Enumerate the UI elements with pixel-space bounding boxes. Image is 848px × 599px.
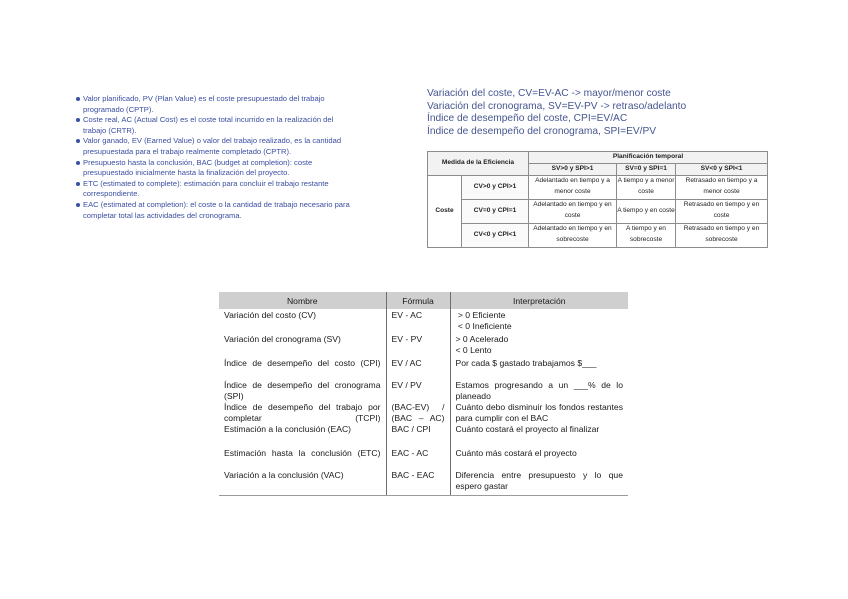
planning-group-header: Planificación temporal [529, 152, 768, 164]
column-header-nombre: Nombre [219, 292, 386, 309]
definition-item: EAC (estimated at completion): el coste o la cantidad de trabajo necesario para completar total las actividades del cronograma. [76, 200, 356, 221]
table-row [219, 469, 628, 495]
indicator-formula: EV / AC [386, 357, 450, 379]
column-header: SV>0 y SPI>1 [529, 163, 617, 175]
indicator-name: Variación del cronograma (SV) [224, 334, 341, 344]
formula-line: Índice de desempeño del cronograma, SPI=EV/PV [427, 125, 657, 137]
indicator-formula: (BAC-EV) / (BAC – AC) [386, 401, 450, 423]
bullet-icon [76, 182, 80, 186]
table-row [219, 423, 628, 447]
row-header: CV=0 y CPI=1 [462, 199, 529, 223]
definition-item: ETC (estimated to complete): estimación para concluir el trabajo restante correspondiente. [76, 179, 356, 200]
indicator-interpretation: Cuánto más costará el proyecto [450, 447, 628, 469]
formula-line: Variación del cronograma, SV=EV-PV -> retraso/adelanto [427, 100, 687, 112]
table-cell: A tiempo y a menor coste [617, 175, 676, 199]
row-header: CV>0 y CPI>1 [462, 175, 529, 199]
indicator-formula: BAC / CPI [386, 423, 450, 447]
table-row [219, 333, 628, 357]
definitions-list [76, 94, 356, 221]
table-cell: Retrasado en tiempo y en coste [676, 199, 768, 223]
table-cell: Adelantado en tiempo y a menor coste [529, 175, 617, 199]
table-cell: Retrasado en tiempo y a menor coste [676, 175, 768, 199]
indicator-formula: BAC - EAC [386, 469, 450, 495]
indicator-formula: EV - PV [386, 333, 450, 357]
indicators-table [219, 292, 628, 496]
indicator-formula: EV / PV [386, 379, 450, 401]
formula-line: Variación del coste, CV=EV-AC -> mayor/menor coste [427, 88, 671, 99]
formula-block [427, 88, 747, 138]
column-header-formula: Fórmula [386, 292, 450, 309]
definition-item: Presupuesto hasta la conclusión, BAC (budget at completion): coste presupuestado inicialmente hasta la finalización del proyecto. [76, 158, 356, 179]
bullet-icon [76, 118, 80, 122]
indicator-name: Variación del costo (CV) [224, 310, 317, 320]
indicator-name: Estimación hasta la conclusión (ETC) [224, 448, 381, 459]
bullet-icon [76, 203, 80, 207]
table-row [219, 379, 628, 401]
definition-item: Coste real, AC (Actual Cost) es el coste total incurrido en la realización del trabajo (CRTR). [76, 115, 356, 136]
bullet-icon [76, 161, 80, 165]
table-cell: Retrasado en tiempo y en sobrecoste [676, 223, 768, 247]
table-cell: Adelantado en tiempo y en sobrecoste [529, 223, 617, 247]
row-header: CV<0 y CPI<1 [462, 223, 529, 247]
indicator-interpretation: Diferencia entre presupuesto y lo que espero gastar [450, 469, 628, 495]
indicator-interpretation: Por cada $ gastado trabajamos $___ [450, 357, 628, 379]
efficiency-corner-header: Medida de la Eficiencia [428, 152, 529, 176]
indicator-name: Estimación a la conclusión (EAC) [224, 424, 352, 435]
table-row [219, 309, 628, 333]
efficiency-table [427, 151, 768, 248]
indicator-interpretation: > 0 Eficiente < 0 Ineficiente [450, 309, 628, 333]
indicator-formula: EAC - AC [386, 447, 450, 469]
bullet-icon [76, 97, 80, 101]
table-cell: A tiempo y en coste [617, 199, 676, 223]
column-header: SV=0 y SPI=1 [617, 163, 676, 175]
formula-line: Índice de desempeño del coste, CPI=EV/AC [427, 113, 628, 125]
indicator-name: Índice de desempeño del cronograma (SPI) [224, 380, 381, 401]
indicator-name: Variación a la conclusión (VAC) [219, 469, 386, 495]
table-cell: Adelantado en tiempo y en coste [529, 199, 617, 223]
indicator-name: Índice de desempeño del costo (CPI) [224, 358, 381, 368]
table-cell: A tiempo y en sobrecoste [617, 223, 676, 247]
table-row [219, 357, 628, 379]
column-header-interpretacion: Interpretación [450, 292, 628, 309]
indicator-interpretation: Cuánto debo disminuir los fondos restantes para cumplir con el BAC [450, 401, 628, 423]
column-header: SV<0 y SPI<1 [676, 163, 768, 175]
table-row [219, 401, 628, 423]
bullet-icon [76, 139, 80, 143]
definition-item: Valor planificado, PV (Plan Value) es el coste presupuestado del trabajo programado (CPTP). [76, 94, 356, 115]
cost-row-group: Coste [428, 175, 462, 247]
indicator-interpretation: Estamos progresando a un ___% de lo planeado [450, 379, 628, 401]
table-row [219, 447, 628, 469]
definition-item: Valor ganado, EV (Earned Value) o valor del trabajo realizado, es la cantidad presupuestada para el trabajo realmente completado (CPTR). [76, 136, 356, 157]
indicator-name: Índice de desempeño del trabajo por completar (TCPI) [224, 402, 381, 423]
indicator-formula: EV - AC [386, 309, 450, 333]
indicator-interpretation: Cuánto costará el proyecto al finalizar [450, 423, 628, 447]
indicator-interpretation: > 0 Acelerado < 0 Lento [450, 333, 628, 357]
